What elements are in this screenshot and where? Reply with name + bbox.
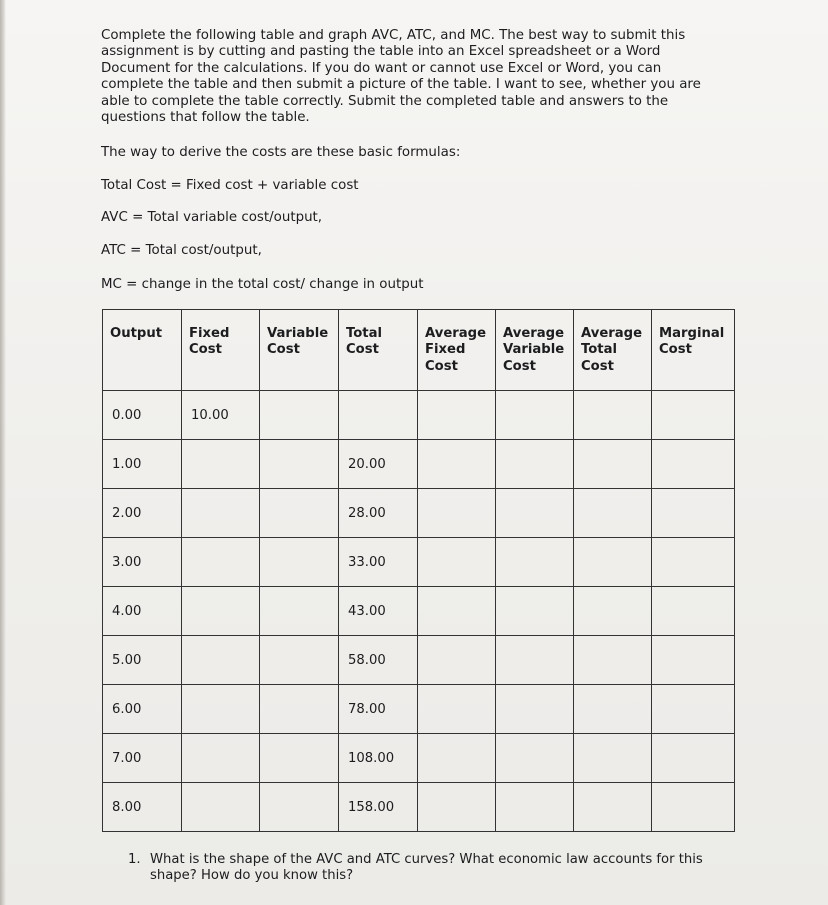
cell-average-variable-cost: [496, 636, 574, 685]
cell-average-fixed-cost: [418, 734, 496, 783]
cell-fixed-cost: [182, 440, 260, 489]
cell-average-fixed-cost: [418, 538, 496, 587]
cell-average-total-cost: [574, 538, 652, 587]
cell-fixed-cost: [182, 587, 260, 636]
cell-variable-cost: [260, 783, 339, 832]
table-row: [103, 538, 735, 587]
cell-output: 2.00: [103, 489, 182, 538]
table-header-row: [103, 310, 735, 391]
cell-average-total-cost: [574, 783, 652, 832]
cell-variable-cost: [260, 391, 339, 440]
cell-output: 1.00: [103, 440, 182, 489]
cell-total-cost: 58.00: [339, 636, 418, 685]
cell-output: 4.00: [103, 587, 182, 636]
header-fixed-cost: Fixed Cost: [182, 310, 260, 391]
cell-output: 7.00: [103, 734, 182, 783]
cell-total-cost: 78.00: [339, 685, 418, 734]
cell-average-variable-cost: [496, 783, 574, 832]
cell-average-total-cost: [574, 636, 652, 685]
cell-output: 8.00: [103, 783, 182, 832]
table-row: [103, 587, 735, 636]
header-marginal-cost: Marginal Cost: [652, 310, 735, 391]
cell-variable-cost: [260, 489, 339, 538]
cell-output: 6.00: [103, 685, 182, 734]
cell-total-cost: 43.00: [339, 587, 418, 636]
cell-marginal-cost: [652, 636, 735, 685]
cell-marginal-cost: [652, 587, 735, 636]
cell-average-variable-cost: [496, 489, 574, 538]
cell-output: 3.00: [103, 538, 182, 587]
instructions-line: Complete the following table and graph AVC, ATC, and MC. The best way to submit this: [101, 28, 686, 43]
cell-marginal-cost: [652, 685, 735, 734]
instructions-line: assignment is by cutting and pasting the table into an Excel spreadsheet or a Word: [101, 44, 661, 60]
cell-fixed-cost: [182, 685, 260, 734]
instructions-line: questions that follow the table.: [101, 110, 310, 126]
header-average-variable-cost: Average Variable Cost: [496, 310, 574, 391]
question-1: [128, 852, 748, 884]
instructions-line: complete the table and then submit a picture of the table. I want to see, whether you are: [101, 77, 701, 93]
cell-average-variable-cost: [496, 734, 574, 783]
cell-average-fixed-cost: [418, 783, 496, 832]
formula-avc: AVC = Total variable cost/output,: [101, 210, 323, 225]
cell-average-fixed-cost: [418, 685, 496, 734]
cell-variable-cost: [260, 685, 339, 734]
formula-mc: MC = change in the total cost/ change in output: [101, 277, 424, 292]
instructions-paragraph: [101, 28, 741, 126]
table-row: [103, 440, 735, 489]
header-output: Output: [103, 310, 182, 391]
cell-fixed-cost: 10.00: [182, 391, 260, 440]
table-row: [103, 489, 735, 538]
instructions-line: Document for the calculations. If you do want or cannot use Excel or Word, you can: [101, 60, 662, 76]
question-text: What is the shape of the AVC and ATC curves? What economic law accounts for this shape? How do you know this?: [150, 852, 703, 884]
cell-marginal-cost: [652, 489, 735, 538]
formula-atc: ATC = Total cost/output,: [101, 243, 262, 258]
cell-marginal-cost: [652, 538, 735, 587]
header-total-cost: Total Cost: [339, 310, 418, 391]
cell-marginal-cost: [652, 440, 735, 489]
cell-total-cost: 20.00: [339, 440, 418, 489]
cell-fixed-cost: [182, 538, 260, 587]
table-row: [103, 636, 735, 685]
instructions-line: able to complete the table correctly. Submit the completed table and answers to the: [101, 93, 669, 109]
cell-average-total-cost: [574, 489, 652, 538]
table-row: [103, 685, 735, 734]
cell-fixed-cost: [182, 636, 260, 685]
cell-average-variable-cost: [496, 587, 574, 636]
cell-average-fixed-cost: [418, 440, 496, 489]
cell-average-fixed-cost: [418, 489, 496, 538]
cell-variable-cost: [260, 734, 339, 783]
cell-marginal-cost: [652, 391, 735, 440]
cell-fixed-cost: [182, 734, 260, 783]
cell-average-variable-cost: [496, 538, 574, 587]
paper-edge-shadow: [0, 0, 6, 905]
cell-fixed-cost: [182, 783, 260, 832]
cell-average-total-cost: [574, 391, 652, 440]
cell-average-total-cost: [574, 587, 652, 636]
cell-variable-cost: [260, 636, 339, 685]
cost-table: [102, 309, 735, 832]
header-average-fixed-cost: Average Fixed Cost: [418, 310, 496, 391]
cell-output: 0.00: [103, 391, 182, 440]
cell-average-variable-cost: [496, 685, 574, 734]
cell-total-cost: 33.00: [339, 538, 418, 587]
cell-total-cost: 108.00: [339, 734, 418, 783]
cell-total-cost: [339, 391, 418, 440]
table-row: [103, 734, 735, 783]
formulas-intro: The way to derive the costs are these basic formulas:: [101, 145, 461, 160]
cell-average-fixed-cost: [418, 636, 496, 685]
table-row: [103, 391, 735, 440]
header-variable-cost: Variable Cost: [260, 310, 339, 391]
formula-total-cost: Total Cost = Fixed cost + variable cost: [101, 178, 359, 193]
cell-average-total-cost: [574, 685, 652, 734]
cell-average-variable-cost: [496, 440, 574, 489]
table-row: [103, 783, 735, 832]
question-number: 1.: [128, 852, 141, 867]
cell-average-variable-cost: [496, 391, 574, 440]
cell-average-fixed-cost: [418, 391, 496, 440]
header-average-total-cost: Average Total Cost: [574, 310, 652, 391]
cell-average-total-cost: [574, 734, 652, 783]
cell-average-total-cost: [574, 440, 652, 489]
cell-average-fixed-cost: [418, 587, 496, 636]
cell-variable-cost: [260, 538, 339, 587]
cell-total-cost: 158.00: [339, 783, 418, 832]
cell-output: 5.00: [103, 636, 182, 685]
cell-variable-cost: [260, 440, 339, 489]
cell-total-cost: 28.00: [339, 489, 418, 538]
cell-variable-cost: [260, 587, 339, 636]
cell-marginal-cost: [652, 734, 735, 783]
cell-marginal-cost: [652, 783, 735, 832]
cell-fixed-cost: [182, 489, 260, 538]
